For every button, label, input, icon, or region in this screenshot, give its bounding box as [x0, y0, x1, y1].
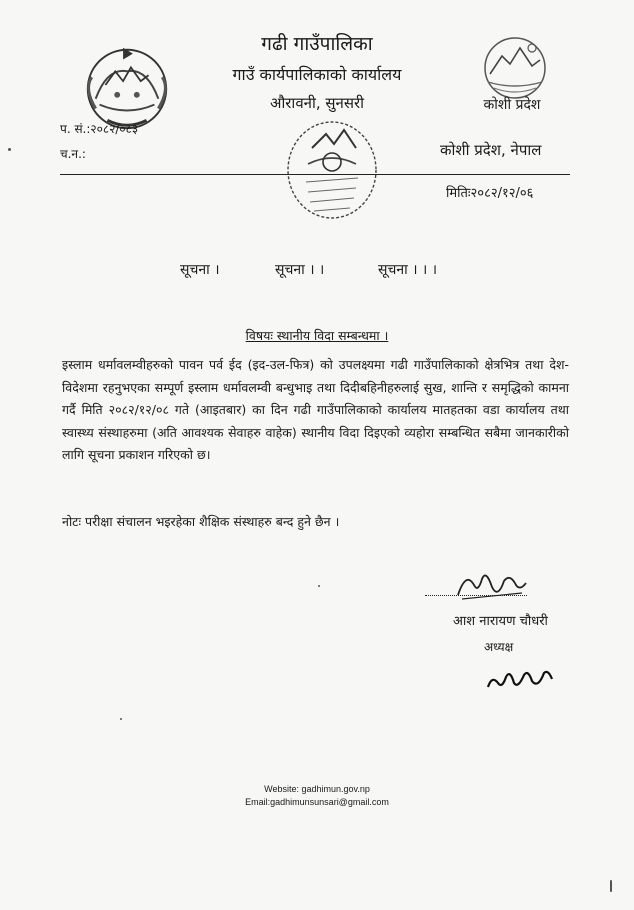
scan-speck: [318, 585, 320, 587]
notice-label-2: सूचना । ।: [275, 262, 325, 278]
koshi-logo-caption: कोशी प्रदेश: [483, 97, 541, 113]
chairperson-signature: [452, 565, 532, 605]
province-name: कोशी प्रदेश, नेपाल: [440, 141, 542, 159]
signatory-title: अध्यक्ष: [484, 640, 514, 654]
subject-line: [0, 327, 634, 344]
footer-email: Email:gadhimunsunsari@gmail.com: [245, 797, 389, 807]
issue-date: मितिः२०८२/१२/०६: [446, 186, 534, 201]
scan-speck: [610, 880, 612, 892]
subject-text: विषयः स्थानीय विदा सम्बन्धमा ।: [245, 328, 389, 343]
notice-body: इस्लाम धर्मावलम्वीहरुको पावन पर्व ईद (इद-उल-फित्र) को उपलक्ष्यमा गढी गाउँपालिकाको क्षेत्रभित्र तथा देश-विदेशमा रहनुभएका सम्पूर्ण इस्लाम धर्मावलम्वी बन्धुभाइ तथा दिदीबहिनीहरुलाई सुख, शान्ति र समृद्धिको कामना गर्दै मिति २०८२/१२/०८ गते (आइतबार) का दिन गढी गाउँपालिकाको कार्यालय मातहतका वडा कार्यालय तथा स्वास्थ्य संस्थाहरुमा (अति आवश्यक सेवाहरु वाहेक) स्थानीय विदा दिइएको व्यहोरा सम्बन्धित सबैमा जानकारीको लागि सूचना प्रकाशन गरिएको छ।: [62, 357, 569, 462]
signature-line: [425, 595, 527, 596]
handwritten-annotation: [484, 665, 556, 693]
office-location: औरावनी, सुनसरी: [269, 94, 365, 112]
dispatch-number: च.न.:: [60, 147, 86, 161]
footer-website: Website: gadhimun.gov.np: [264, 784, 370, 794]
signatory-name: आश नारायण चौधरी: [453, 614, 548, 629]
official-stamp: [282, 118, 382, 228]
office-name: गाउँ कार्यपालिकाको कार्यालय: [232, 65, 402, 84]
notice-label-3: सूचना । । ।: [378, 262, 438, 278]
notice-label-1: सूचना ।: [180, 262, 220, 278]
municipality-name: गढी गाउँपालिका: [261, 33, 373, 55]
scan-speck: [120, 718, 122, 720]
notice-note: नोटः परीक्षा संचालन भइरहेका शैक्षिक संस्थाहरु बन्द हुने छैन ।: [62, 514, 340, 529]
reference-number: प. सं.:२०८२/०८३: [60, 122, 139, 136]
scan-speck: [8, 148, 11, 151]
